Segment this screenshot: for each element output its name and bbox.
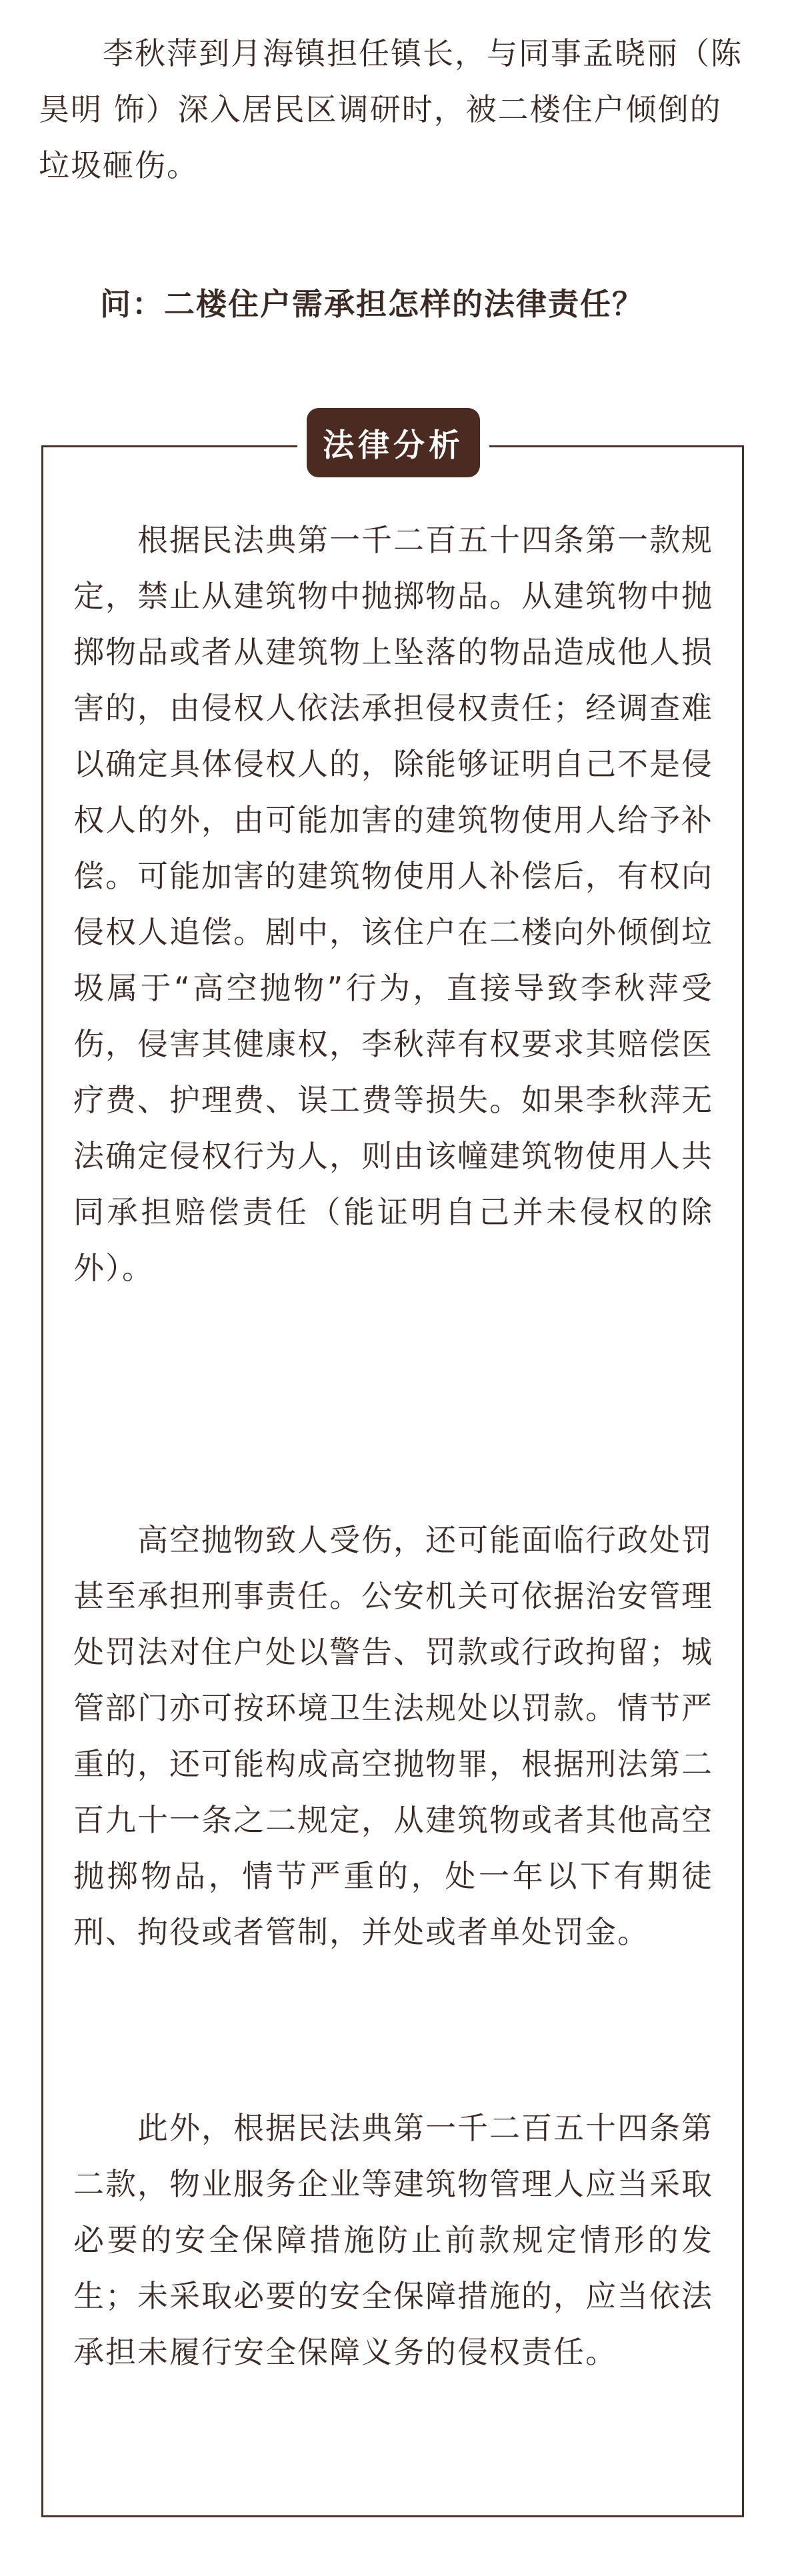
intro-paragraph: 李秋萍到月海镇担任镇长，与同事孟晓丽（陈昊明 饰）深入居民区调研时，被二楼住户倾倒的垃圾砸伤。 [39, 35, 743, 183]
analysis-paragraph-2: 高空抛物致人受伤，还可能面临行政处罚甚至承担刑事责任。公安机关可依据治安管理处罚法对住户处以警告、罚款或行政拘留；城管部门亦可按环境卫生法规处以罚款。情节严重的，还可能构成高空抛物罪，根据刑法第二百九十一条之二规定，从建筑物或者其他高空抛掷物品，情节严重的，处一年以下有期徒刑、拘役或者管制，并处或者单处罚金。 [73, 1522, 713, 1950]
section-tag: 法律分析 [307, 408, 480, 477]
analysis-paragraph-1: 根据民法典第一千二百五十四条第一款规定，禁止从建筑物中抛掷物品。从建筑物中抛掷物品或者从建筑物上坠落的物品造成他人损害的，由侵权人依法承担侵权责任；经调查难以确定具体侵权人的，除能够证明自己不是侵权人的外，由可能加害的建筑物使用人给予补偿。可能加害的建筑物使用人补偿后，有权向侵权人追偿。剧中，该住户在二楼向外倾倒垃圾属于“高空抛物”行为，直接导致李秋萍受伤，侵害其健康权，李秋萍有权要求其赔偿医疗费、护理费、误工费等损失。如果李秋萍无法确定侵权行为人，则由该幢建筑物使用人共同承担赔偿责任（能证明自己并未侵权的除外）。 [73, 522, 713, 1286]
analysis-paragraph-3: 此外，根据民法典第一千二百五十四条第二款，物业服务企业等建筑物管理人应当采取必要的安全保障措施防止前款规定情形的发生；未采取必要的安全保障措施的，应当依法承担未履行安全保障义务的侵权责任。 [73, 2110, 713, 2370]
question-heading: 问：二楼住户需承担怎样的法律责任？ [100, 286, 644, 322]
